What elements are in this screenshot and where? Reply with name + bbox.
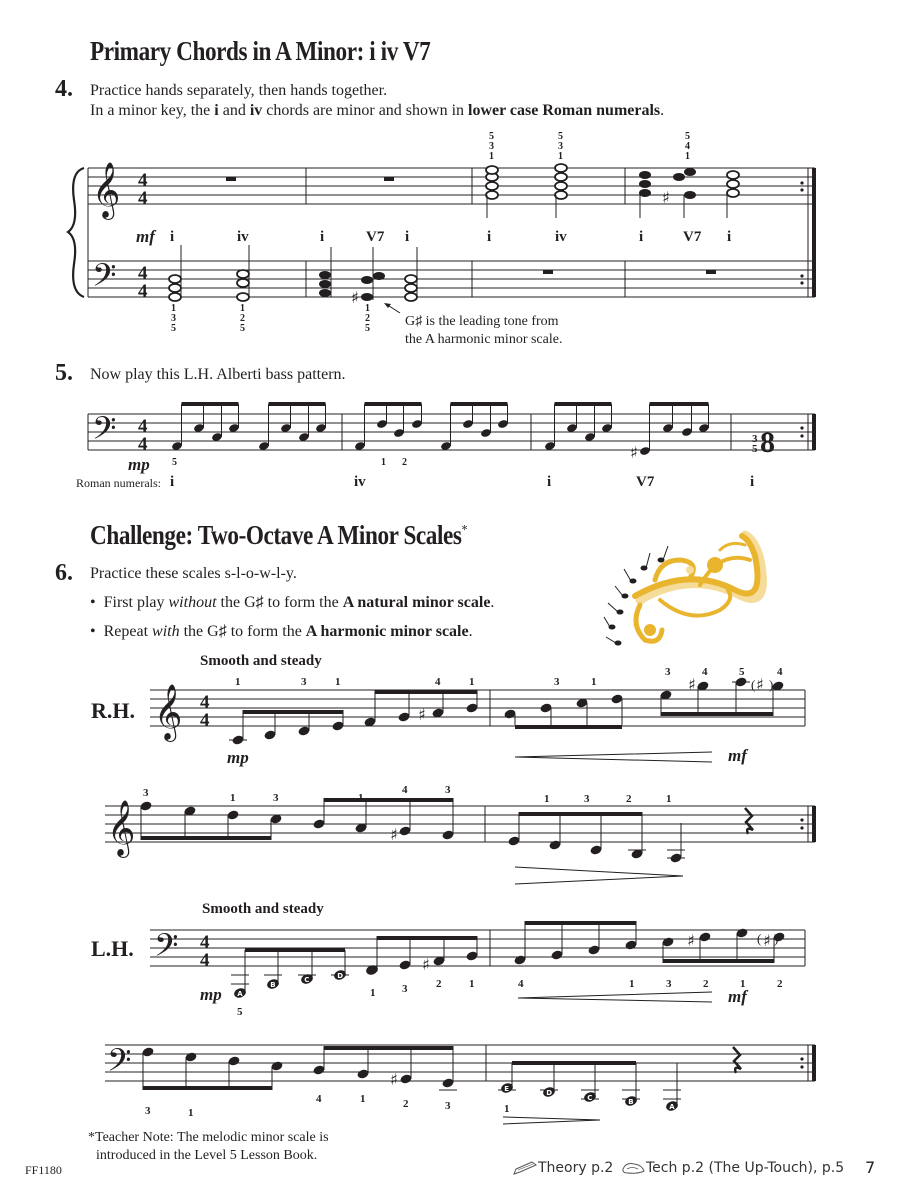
- roman-numeral: i: [487, 229, 492, 245]
- fingering: 1: [230, 792, 236, 804]
- fingering: 1: [504, 1103, 510, 1115]
- fingering: 3: [554, 676, 560, 688]
- exercise-6-instruction: Practice these scales s-l-o-w-l-y.: [90, 565, 297, 582]
- svg-text:D: D: [337, 971, 344, 980]
- fingering: 1: [469, 676, 475, 688]
- dynamic-mf-rh: mf: [728, 746, 747, 765]
- roman-numeral: i: [320, 229, 325, 245]
- svg-text:3: 3: [752, 433, 758, 445]
- fingering: 4: [435, 676, 441, 688]
- svg-text:4: 4: [200, 710, 210, 731]
- fingering: 3: [584, 793, 590, 805]
- quarter-rest-icon: [733, 1047, 741, 1073]
- fingering: 2: [626, 793, 632, 805]
- fingering: 3: [143, 787, 149, 799]
- fingering: 5: [489, 131, 494, 142]
- fingering: 1: [188, 1107, 194, 1119]
- fingering: 5: [172, 457, 177, 468]
- page-number: 7: [865, 1158, 876, 1177]
- svg-text:8: 8: [760, 426, 775, 459]
- hand-label-rh: R.H.: [91, 698, 135, 723]
- svg-text:♯: ♯: [688, 675, 696, 694]
- svg-text:4: 4: [138, 416, 148, 437]
- svg-text:4: 4: [138, 170, 148, 191]
- svg-text:♯: ♯: [662, 188, 670, 207]
- fingering: 1: [544, 793, 550, 805]
- section-title-primary-chords: Primary Chords in A Minor: i iv V7: [90, 36, 431, 66]
- fingering: 2: [777, 978, 783, 990]
- fingering: 4: [777, 666, 783, 678]
- fingering: 1: [629, 978, 635, 990]
- fingering: 1: [370, 987, 376, 999]
- svg-text:♯: ♯: [756, 675, 764, 694]
- fingering: 3: [301, 676, 307, 688]
- fingering: 3: [665, 666, 671, 678]
- fingering: 1: [358, 792, 364, 804]
- roman-numeral: V7: [366, 229, 385, 245]
- dynamic-mp-lh: mp: [200, 985, 222, 1004]
- fingering: 2: [365, 313, 370, 324]
- treble-clef-icon: 𝄞: [107, 800, 136, 856]
- fingering: 3: [171, 313, 176, 324]
- svg-text:(: (: [757, 931, 762, 946]
- svg-text:4: 4: [200, 692, 210, 713]
- svg-text:4: 4: [138, 434, 148, 455]
- fingering: 3: [445, 784, 451, 796]
- fingering: 5: [558, 131, 563, 142]
- roman-numeral: i: [639, 229, 644, 245]
- leading-tone-annotation-2: the A harmonic minor scale.: [405, 332, 563, 347]
- svg-text:E: E: [504, 1084, 509, 1093]
- bass-clef-icon: 𝄢: [154, 927, 179, 971]
- svg-text:4: 4: [200, 950, 210, 971]
- fingering: 2: [403, 1098, 409, 1110]
- fingering: 4: [518, 978, 524, 990]
- fingering: 4: [316, 1093, 322, 1105]
- dynamic-mf: mf: [136, 227, 155, 246]
- footer-link-theory[interactable]: Theory p.2: [512, 1160, 613, 1176]
- svg-text:5: 5: [752, 443, 758, 455]
- svg-text:♯: ♯: [763, 931, 771, 950]
- fingering: 2: [436, 978, 442, 990]
- exercise-4-instruction-2: In a minor key, the i and iv chords are minor and shown in lower case Roman numerals.: [90, 102, 665, 119]
- fingering: 1: [469, 978, 475, 990]
- svg-text:4: 4: [138, 263, 148, 284]
- roman-numerals-label: Roman numerals:: [76, 476, 161, 490]
- fingering: 1: [360, 1093, 366, 1105]
- fingering: 1: [381, 457, 386, 468]
- svg-text:(: (: [751, 677, 756, 692]
- svg-text:♯: ♯: [687, 931, 695, 950]
- fingering: 1: [558, 151, 563, 162]
- svg-text:): ): [769, 677, 774, 692]
- roman-numeral: i: [727, 229, 732, 245]
- fingering: 3: [489, 141, 494, 152]
- fingering: 3: [445, 1100, 451, 1112]
- teacher-note-line-1: *Teacher Note: The melodic minor scale is: [88, 1130, 329, 1145]
- svg-text:A: A: [669, 1102, 675, 1111]
- svg-text:4: 4: [200, 932, 210, 953]
- fingering: 1: [335, 676, 341, 688]
- leading-tone-annotation-1: G♯ is the leading tone from: [405, 314, 559, 329]
- fingering: 1: [666, 793, 672, 805]
- fingering: 1: [235, 676, 241, 688]
- svg-text:♯: ♯: [390, 1070, 398, 1089]
- fingering: 1: [489, 151, 494, 162]
- svg-text:♯: ♯: [418, 705, 426, 724]
- tempo-marking-rh: Smooth and steady: [200, 653, 322, 669]
- fingering: 3: [666, 978, 672, 990]
- roman-numeral: i: [405, 229, 410, 245]
- roman-numeral: i: [170, 474, 175, 490]
- hand-label-lh: L.H.: [91, 936, 134, 961]
- fingering: 1: [591, 676, 597, 688]
- fingering: 5: [685, 131, 690, 142]
- fingering: 1: [685, 151, 690, 162]
- fingering: 5: [237, 1006, 243, 1018]
- fingering: 4: [702, 666, 708, 678]
- tempo-marking-lh: Smooth and steady: [202, 901, 324, 917]
- svg-text:C: C: [587, 1093, 593, 1102]
- dynamic-mf-lh: mf: [728, 987, 747, 1006]
- footer-link-technique[interactable]: Tech p.2 (The Up-Touch), p.5: [620, 1160, 844, 1176]
- bass-clef-icon: 𝄢: [92, 257, 117, 301]
- bullet-2: • Repeat with the G♯ to form the A harmonic minor scale.: [90, 623, 473, 640]
- pencil-icon: [512, 1161, 538, 1175]
- exercise-number-4: 4.: [55, 76, 73, 102]
- treble-clef-icon: 𝄞: [92, 162, 121, 218]
- svg-text:4: 4: [138, 281, 148, 302]
- hand-icon: [620, 1161, 646, 1175]
- exercise-number-6: 6.: [55, 560, 73, 586]
- exercise-4-instruction-1: Practice hands separately, then hands together.: [90, 82, 388, 99]
- dynamic-mp-rh: mp: [227, 748, 249, 767]
- treble-clef-icon: 𝄞: [154, 684, 183, 740]
- fingering: 5: [171, 323, 176, 334]
- roman-numeral: V7: [683, 229, 702, 245]
- fingering: 2: [240, 313, 245, 324]
- svg-text:♯: ♯: [390, 825, 398, 844]
- crescendo-hairpin: [518, 992, 712, 1002]
- bullet-1: • First play without the G♯ to form the A natural minor scale.: [90, 594, 495, 611]
- bass-clef-icon: 𝄢: [107, 1042, 132, 1086]
- roman-numeral: V7: [636, 474, 655, 490]
- fingering: 3: [145, 1105, 151, 1117]
- teacher-note-line-2: introduced in the Level 5 Lesson Book.: [96, 1148, 318, 1163]
- exercise-number-5: 5.: [55, 360, 73, 386]
- fingering: 1: [365, 303, 370, 314]
- fingering: 2: [703, 978, 709, 990]
- book-code: FF1180: [25, 1163, 62, 1177]
- fingering: 5: [739, 666, 745, 678]
- section-title-challenge: Challenge: Two-Octave A Minor Scales*: [90, 520, 468, 550]
- fingering: 5: [365, 323, 370, 334]
- fingering: 2: [402, 457, 407, 468]
- exercise-5-instruction: Now play this L.H. Alberti bass pattern.: [90, 366, 346, 383]
- fingering: 3: [402, 983, 408, 995]
- roman-numeral: i: [547, 474, 552, 490]
- roman-numeral: iv: [555, 229, 567, 245]
- svg-text:C: C: [304, 975, 310, 984]
- fingering: 1: [740, 978, 746, 990]
- svg-text:B: B: [628, 1097, 634, 1106]
- fingering: 3: [273, 792, 279, 804]
- bass-clef-icon: 𝄢: [92, 410, 117, 454]
- svg-text:D: D: [546, 1088, 553, 1097]
- roman-numeral: i: [170, 229, 175, 245]
- fingering: 4: [402, 784, 408, 796]
- fingering: 1: [240, 303, 245, 314]
- svg-text:A: A: [237, 989, 243, 998]
- svg-text:): ): [774, 931, 779, 946]
- dynamic-mp: mp: [128, 455, 150, 474]
- fingering: 4: [685, 141, 690, 152]
- decrescendo-hairpin: [503, 1117, 600, 1124]
- svg-text:♯: ♯: [351, 288, 359, 307]
- fingering: 5: [240, 323, 245, 334]
- fingering: 3: [558, 141, 563, 152]
- svg-text:4: 4: [138, 188, 148, 209]
- svg-text:B: B: [270, 980, 276, 989]
- svg-text:♯: ♯: [630, 443, 638, 462]
- roman-numeral: i: [750, 474, 755, 490]
- fingering: 1: [171, 303, 176, 314]
- svg-text:♯: ♯: [422, 955, 430, 974]
- roman-numeral: iv: [237, 229, 249, 245]
- roman-numeral: iv: [354, 474, 366, 490]
